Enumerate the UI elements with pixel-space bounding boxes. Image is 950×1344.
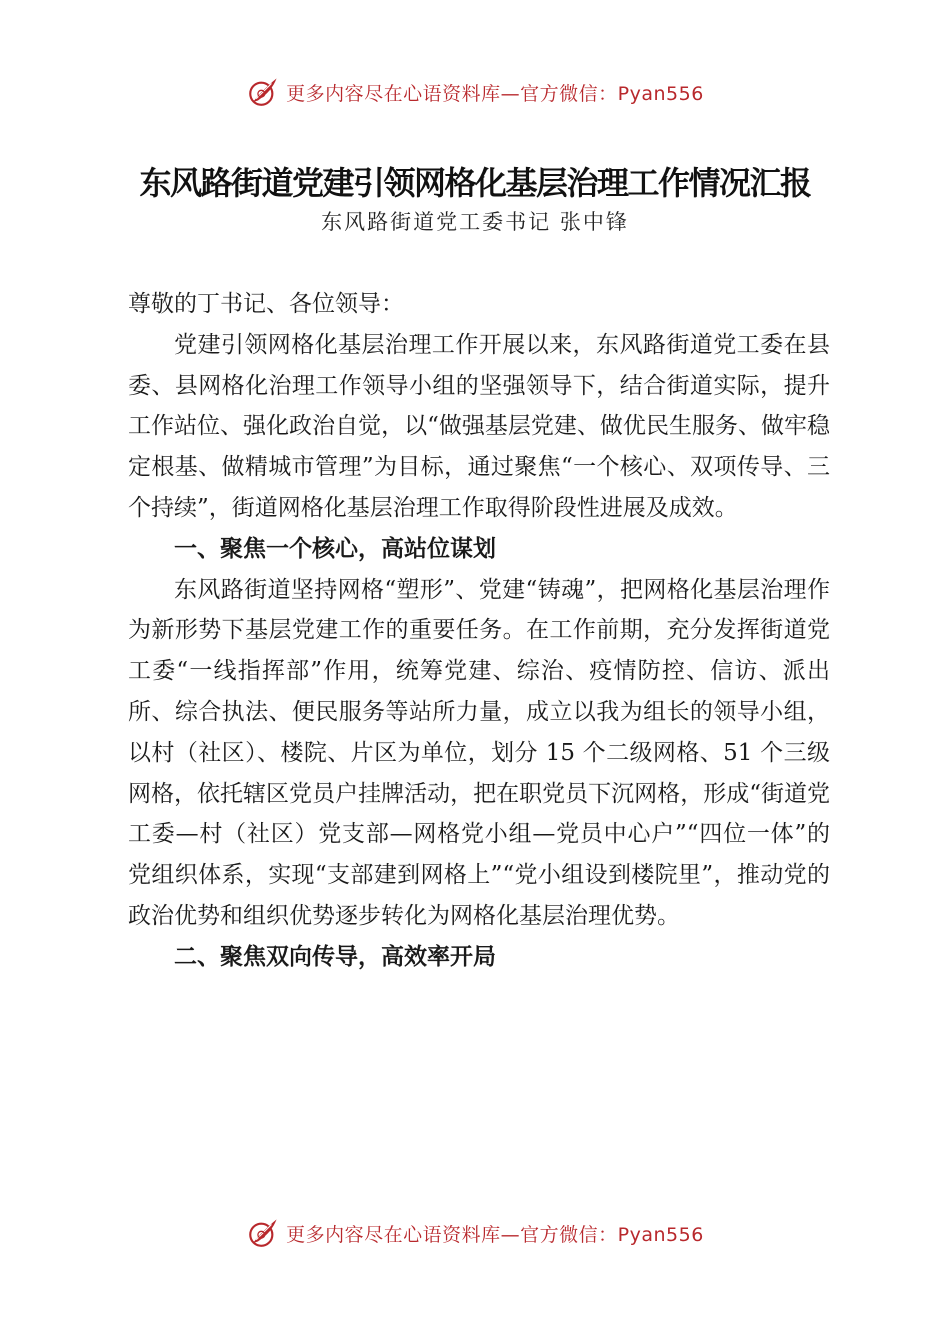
quill-pen-circle-icon: [246, 1216, 280, 1250]
footer-banner: [0, 1213, 950, 1253]
paragraph-intro: 党建引领网格化基层治理工作开展以来，东风路街道党工委在县委、县网格化治理工作领导小组的坚强领导下，结合街道实际，提升工作站位、强化政治自觉，以“做强基层党建、做优民生服务、做牢稳定根基、做精城市管理”为目标，通过聚焦“一个核心、双项传导、三个持续”，街道网格化基层治理工作取得阶段性进展及成效。: [128, 331, 830, 521]
paragraph-section-1: 东风路街道坚持网格“塑形”、党建“铸魂”，把网格化基层治理作为新形势下基层党建工作的重要任务。在工作前期，充分发挥街道党工委“一线指挥部”作用，统筹党建、综治、疫情防控、信访、派出所、综合执法、便民服务等站所力量，成立以我为组长的领导小组，以村（社区）、楼院、片区为单位，划分 15 个二级网格、51 个三级网格，依托辖区党员户挂牌活动，把在职党员下沉网格，形成“街道党工委—村（社区）党支部—网格党小组—党员中心户”“四位一体”的党组织体系，实现“支部建到网格上”“党小组设到楼院里”，推动党的政治优势和组织优势逐步转化为网格化基层治理优势。: [128, 576, 830, 929]
document-body: [128, 284, 830, 978]
header-banner-text: 更多内容尽在心语资料库—官方微信：Pyan556: [286, 82, 704, 105]
document-title: 东风路街道党建引领网格化基层治理工作情况汇报: [139, 164, 811, 202]
section-heading-2: 二、聚焦双向传导，高效率开局: [174, 943, 496, 970]
header-banner: [0, 72, 950, 112]
footer-banner-text: 更多内容尽在心语资料库—官方微信：Pyan556: [286, 1223, 704, 1246]
section-heading-1: 一、聚焦一个核心，高站位谋划: [174, 535, 496, 562]
quill-pen-circle-icon: [246, 75, 280, 109]
salutation: 尊敬的丁书记、各位领导：: [128, 291, 404, 317]
author-line: 东风路街道党工委书记 张中锋: [321, 210, 629, 234]
